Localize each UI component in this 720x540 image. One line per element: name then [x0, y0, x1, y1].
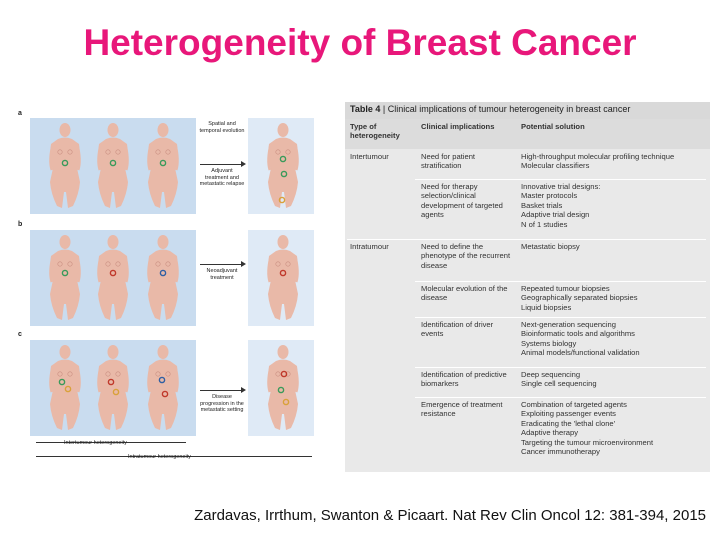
cell-solution: Next-generation sequencing Bioinformatic tools and algorithms Systems biology Animal models/functional validation	[521, 320, 640, 358]
clinical-implications-table	[345, 102, 710, 472]
cell-implication: Emergence of treatment resistance	[421, 400, 503, 419]
row-divider	[347, 239, 706, 240]
row-divider	[415, 397, 706, 398]
table-title	[345, 102, 710, 119]
note-disease-progression: Disease progression in the metastatic setting	[200, 394, 244, 413]
cell-solution: Metastatic biopsy	[521, 242, 580, 251]
cell-solution: Combination of targeted agents Exploiting passenger events Eradicating the 'lethal clone' Adaptive therapy Targeting the tumour microenvironment Cancer immunotherapy	[521, 400, 654, 457]
cell-implication: Identification of predictive biomarkers	[421, 370, 507, 389]
female-body-figure	[94, 234, 132, 322]
arrow-b	[200, 264, 242, 265]
female-body-figure	[264, 122, 302, 210]
body-diagram-figure	[16, 108, 316, 464]
note-spatial-evolution: Spatial and temporal evolution	[199, 121, 245, 134]
female-body-figure	[46, 234, 84, 322]
intertumour-label: Intertumour heterogeneity	[64, 440, 127, 446]
female-body-figure	[94, 344, 132, 432]
panel-label-a: a	[18, 110, 22, 117]
cell-implication: Need for therapy selection/clinical development of targeted agents	[421, 182, 503, 220]
female-body-figure	[46, 122, 84, 210]
cell-implication: Molecular evolution of the disease	[421, 284, 508, 303]
female-body-figure	[144, 234, 182, 322]
row-divider	[415, 281, 706, 282]
row-divider	[415, 367, 706, 368]
header-solution: Potential solution	[521, 122, 585, 131]
female-body-figure	[46, 344, 84, 432]
cell-solution: Deep sequencing Single cell sequencing	[521, 370, 597, 389]
cell-implication: Need to define the phenotype of the recurrent disease	[421, 242, 511, 270]
cell-type: Intratumour	[350, 242, 389, 251]
female-body-figure	[144, 344, 182, 432]
note-adjuvant-relapse: Adjuvant treatment and metastatic relapse	[199, 168, 245, 187]
arrow-a	[200, 164, 242, 165]
arrow-head-c	[241, 387, 246, 393]
citation: Zardavas, Irrthum, Swanton & Picaart. Nat Rev Clin Oncol 12: 381-394, 2015	[194, 507, 706, 524]
row-divider	[415, 317, 706, 318]
header-implications: Clinical implications	[421, 122, 495, 131]
cell-type: Intertumour	[350, 152, 389, 161]
female-body-figure	[264, 344, 302, 432]
cell-solution: Repeated tumour biopsies Geographically separated biopsies Liquid biopsies	[521, 284, 638, 312]
panel-label-b: b	[18, 221, 23, 228]
cell-implication: Identification of driver events	[421, 320, 494, 339]
slide-title: Heterogeneity of Breast Cancer	[83, 22, 637, 63]
note-neoadjuvant: Neoadjuvant treatment	[206, 268, 238, 281]
cell-implication: Need for patient stratification	[421, 152, 476, 171]
female-body-figure	[264, 234, 302, 322]
female-body-figure	[144, 122, 182, 210]
table-header-row	[345, 119, 710, 149]
table-title-bold: Table 4	[350, 104, 381, 114]
arrow-head-a	[241, 161, 246, 167]
panel-label-c: c	[18, 331, 22, 338]
female-body-figure	[94, 122, 132, 210]
arrow-head-b	[241, 261, 246, 267]
intratumour-label: Intratumour heterogeneity	[128, 454, 191, 460]
arrow-c	[200, 390, 242, 391]
cell-solution: Innovative trial designs: Master protocols Basket trials Adaptive trial design N of 1 studies	[521, 182, 601, 229]
row-divider	[415, 179, 706, 180]
cell-solution: High-throughput molecular profiling technique Molecular classifiers	[521, 152, 675, 171]
header-type: Type of heterogeneity	[350, 122, 400, 141]
table-title-rest: | Clinical implications of tumour heterogeneity in breast cancer	[380, 104, 631, 114]
